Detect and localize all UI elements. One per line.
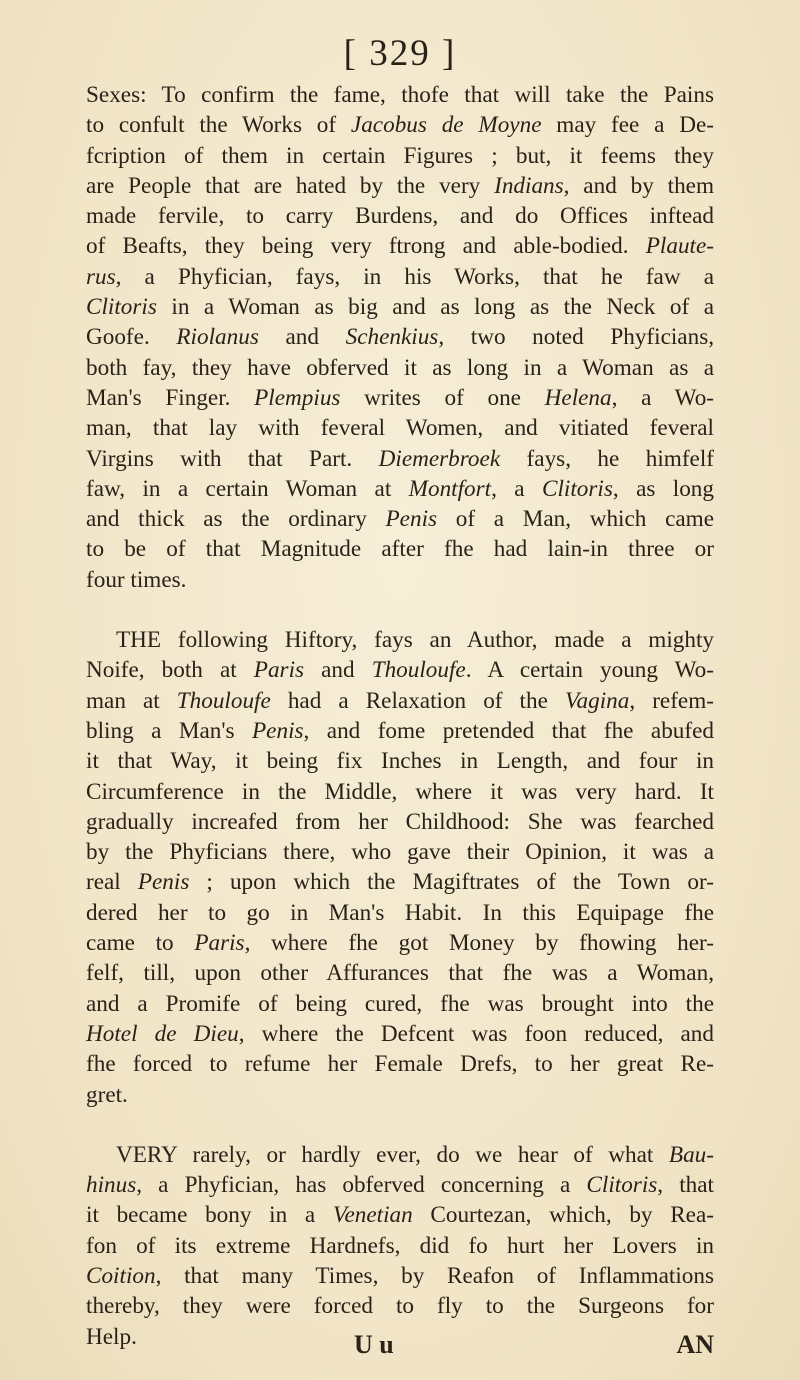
text-line: and a Promife of being cured, fhe was brought into the: [86, 990, 714, 1017]
text-line: to confult the Works of Jacobus de Moyne may fee a De-: [86, 112, 714, 139]
page-footer: [86, 1330, 714, 1362]
paragraph: [86, 625, 714, 1110]
italic-term: Coition: [86, 1262, 156, 1289]
text-line: to be of that Magnitude after fhe had lain-in three or: [86, 536, 714, 563]
text-line: man, that lay with feveral Women, and vitiated feveral: [86, 415, 714, 442]
body-text: [86, 80, 714, 1352]
text-line: Help.: [86, 1323, 137, 1350]
text-line: real Penis ; upon which the Magiftrates of the Town or-: [86, 869, 714, 896]
italic-term: Vagina: [564, 687, 630, 714]
text-line: Coition, that many Times, by Reafon of Inflammations: [86, 1262, 714, 1289]
text-line: made fervile, to carry Burdens, and do Offices inftead: [86, 203, 714, 230]
italic-term: Clitoris: [586, 1172, 658, 1199]
text-line: of Beafts, they being very ftrong and able-bodied. Plaute-: [86, 233, 714, 260]
italic-term: Montfort: [408, 475, 492, 502]
page-number: [ 329 ]: [343, 33, 457, 74]
italic-term: Indians: [494, 172, 564, 199]
italic-term: hinus: [86, 1172, 137, 1199]
text-line: came to Paris, where fhe got Money by fhowing her-: [86, 930, 714, 957]
text-line: are People that are hated by the very Indians, and by them: [86, 172, 715, 199]
text-line: four times.: [86, 566, 187, 593]
text-line: hinus, a Phyfician, has obferved concerning a Clitoris, that: [86, 1172, 714, 1199]
italic-term: Riolanus: [176, 324, 259, 351]
text-line: Sexes: To confirm the fame, thofe that will take the Pains: [86, 82, 714, 108]
text-line: by the Phyficians there, who gave their Opinion, it was a: [86, 839, 714, 866]
text-line: Hotel de Dieu, where the Defcent was foon reduced, and: [86, 1020, 714, 1047]
italic-term: Plaute-: [645, 233, 714, 260]
italic-term: Penis: [252, 717, 304, 744]
text-line: Clitoris in a Woman as big and as long as the Neck of a: [86, 294, 714, 321]
catchword: AN: [676, 1330, 714, 1359]
text-line: gret.: [86, 1081, 128, 1108]
text-line: thereby, they were forced to fly to the Surgeons for: [86, 1293, 714, 1320]
signature-mark: U u: [354, 1330, 394, 1359]
paragraph-gap: [86, 595, 714, 625]
italic-term: Hotel de Dieu: [86, 1020, 239, 1047]
text-line: THE following Hiftory, fays an Author, made a mighty: [116, 627, 714, 654]
text-line: dered her to go in Man's Habit. In this Equipage fhe: [86, 899, 714, 926]
text-line: Noife, both at Paris and Thouloufe. A certain young Wo-: [86, 657, 714, 684]
text-line: rus, a Phyfician, fays, in his Works, that he faw a: [86, 263, 714, 290]
italic-term: Thouloufe: [176, 687, 271, 714]
text-line: bling a Man's Penis, and fome pretended that fhe abufed: [86, 717, 715, 744]
italic-term: Helena: [544, 384, 612, 411]
text-line: and thick as the ordinary Penis of a Man, which came: [86, 506, 714, 533]
text-line: fcription of them in certain Figures ; but, it feems they: [86, 142, 714, 169]
italic-term: Thouloufe: [371, 657, 466, 684]
text-line: it became bony in a Venetian Courtezan, which, by Rea-: [86, 1202, 714, 1229]
italic-term: Clitoris: [86, 294, 157, 321]
italic-term: Penis: [385, 506, 438, 533]
text-line: felf, till, upon other Affurances that fhe was a Woman,: [86, 960, 714, 987]
text-line: fhe forced to refume her Female Drefs, to her great Re-: [86, 1051, 714, 1078]
italic-term: Venetian: [332, 1202, 413, 1229]
italic-term: rus: [86, 263, 116, 290]
italic-term: Paris: [194, 930, 245, 957]
text-line: both fay, they have obferved it as long in a Woman as a: [86, 354, 714, 381]
text-line: faw, in a certain Woman at Montfort, a Clitoris, as long: [86, 475, 714, 502]
paragraph-gap: [86, 1110, 714, 1140]
paragraph: [86, 1140, 714, 1352]
italic-term: Diemerbroek: [378, 445, 501, 472]
paragraph: [86, 80, 714, 595]
text-line: gradually increafed from her Childhood: She was fearched: [86, 808, 714, 835]
italic-term: Bau-: [668, 1141, 714, 1168]
italic-term: Clitoris: [541, 475, 613, 502]
italic-term: Schenkius: [345, 324, 439, 351]
text-line: it that Way, it being fix Inches in Length, and four in: [86, 748, 714, 775]
text-line: fon of its extreme Hardnefs, did fo hurt her Lovers in: [86, 1232, 714, 1259]
text-line: VERY rarely, or hardly ever, do we hear of what Bau-: [116, 1141, 714, 1168]
italic-term: Paris: [253, 657, 305, 684]
text-line: Man's Finger. Plempius writes of one Helena, a Wo-: [86, 384, 715, 411]
text-line: Circumference in the Middle, where it was very hard. It: [86, 778, 714, 805]
text-line: man at Thouloufe had a Relaxation of the Vagina, refem-: [86, 687, 714, 714]
italic-term: Plempius: [254, 384, 341, 411]
italic-term: Jacobus de Moyne: [350, 112, 542, 139]
text-line: Goofe. Riolanus and Schenkius, two noted Phyficians,: [86, 324, 715, 351]
italic-term: Penis: [137, 869, 190, 896]
text-line: Virgins with that Part. Diemerbroek fays, he himfelf: [86, 445, 714, 472]
